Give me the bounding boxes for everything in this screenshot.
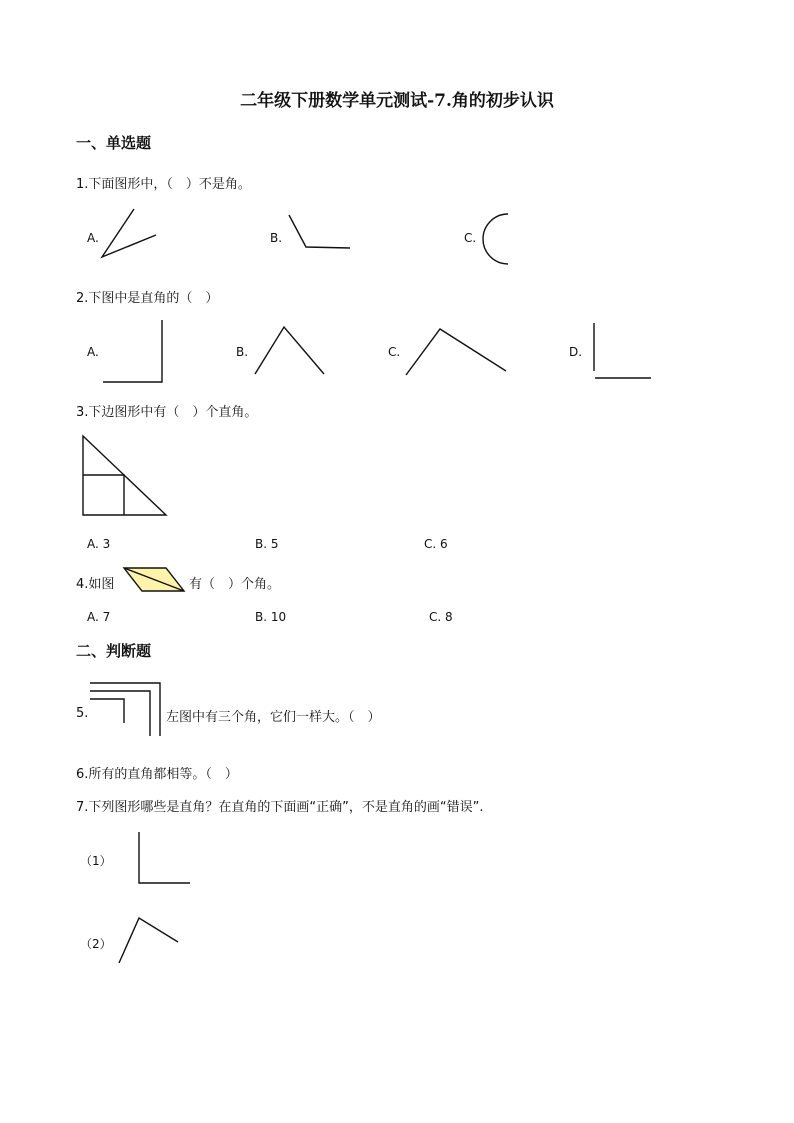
q4-parallelogram-figure	[121, 566, 187, 594]
q2-option-a-label: A.	[87, 345, 99, 359]
q3-option-b: B. 5	[255, 537, 279, 551]
q4-option-a: A. 7	[87, 610, 111, 624]
question-4-stem-prefix: 4.如图	[76, 577, 115, 592]
question-5-number: 5.	[76, 706, 89, 721]
question-4-stem-suffix: 有（ ）个角。	[189, 577, 281, 592]
q2-figure-a	[101, 318, 167, 386]
question-6-stem: 6.所有的直角都相等。（ ）	[76, 767, 238, 782]
q1-figure-b	[287, 213, 353, 253]
q3-option-a: A. 3	[87, 537, 111, 551]
q2-figure-d	[591, 321, 655, 383]
q1-option-c-label: C.	[464, 231, 477, 245]
page-title: 二年级下册数学单元测试-7.角的初步认识	[240, 91, 554, 111]
q7-figure-1	[136, 830, 194, 888]
question-3-stem: 3.下边图形中有（ ）个直角。	[76, 405, 258, 420]
q2-option-d-label: D.	[569, 345, 583, 359]
question-2-stem: 2.下图中是直角的（ ）	[76, 291, 219, 306]
q7-item-2-label: （2）	[80, 937, 112, 951]
q1-figure-c	[480, 210, 512, 268]
question-5-text: 左图中有三个角，它们一样大。（ ）	[166, 710, 381, 725]
q4-option-c: C. 8	[429, 610, 453, 624]
q2-figure-c	[404, 326, 510, 378]
q1-figure-a	[100, 207, 160, 262]
q4-option-b: B. 10	[255, 610, 287, 624]
section-true-false: 二、判断题	[76, 642, 152, 660]
q3-triangle-figure	[80, 433, 170, 519]
q2-option-b-label: B.	[236, 345, 249, 359]
question-1-stem: 1.下面图形中，（ ）不是角。	[76, 177, 251, 192]
q1-option-a-label: A.	[87, 231, 99, 245]
section-single-choice: 一、单选题	[76, 134, 152, 152]
q2-figure-b	[253, 324, 327, 378]
q1-option-b-label: B.	[270, 231, 283, 245]
q7-item-1-label: （1）	[80, 854, 112, 868]
question-7-stem: 7.下列图形哪些是直角？在直角的下面画“正确”，不是直角的画“错误”.	[76, 800, 484, 815]
q3-option-c: C. 6	[424, 537, 448, 551]
q2-option-c-label: C.	[388, 345, 401, 359]
q5-nested-angles-figure	[88, 680, 166, 738]
q7-figure-2	[117, 915, 183, 967]
